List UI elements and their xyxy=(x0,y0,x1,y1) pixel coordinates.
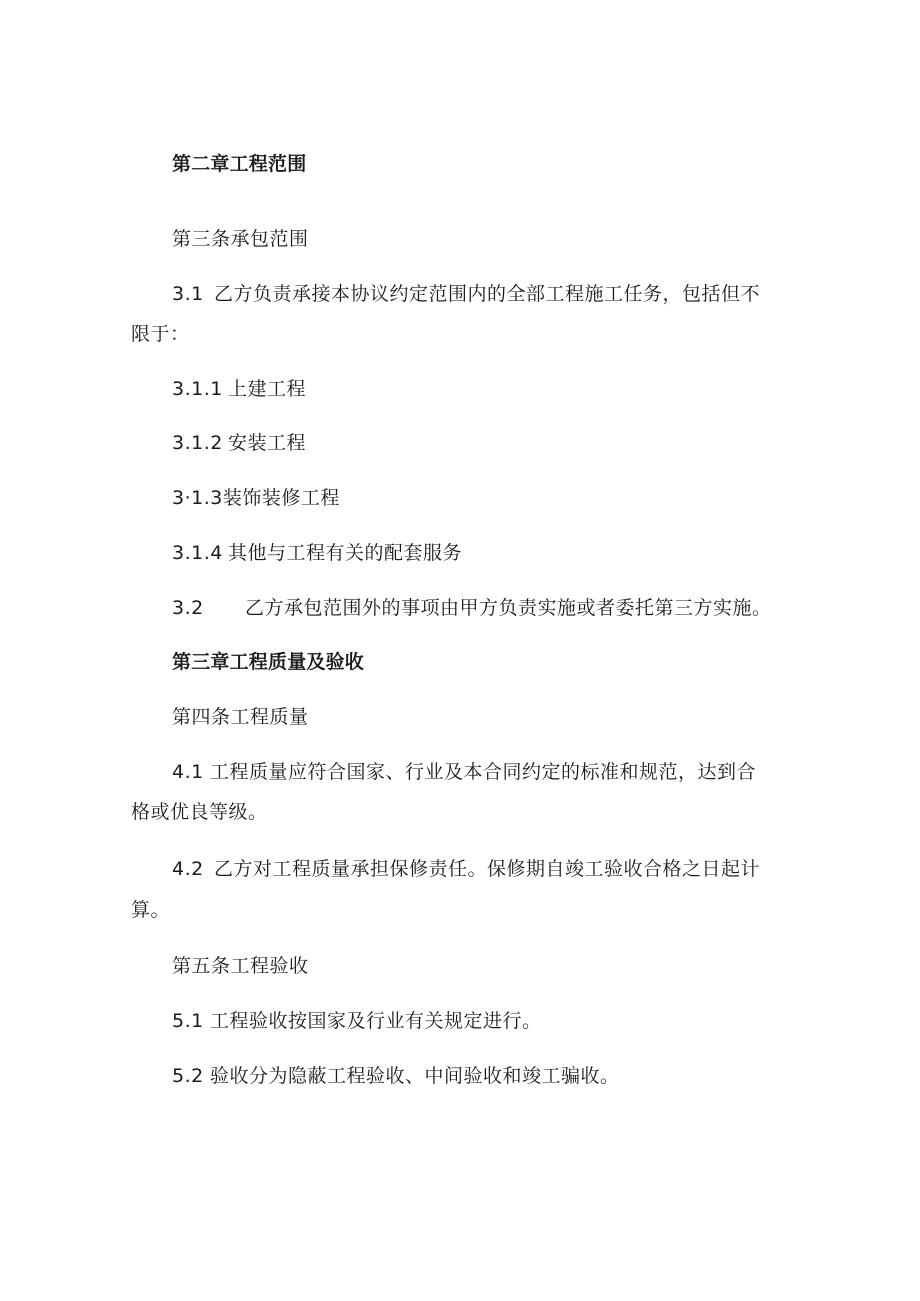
clause-3-1-3: 3·1.3装饰装修工程 xyxy=(172,487,340,509)
clause-number: 3.1.2 xyxy=(172,432,223,454)
clause-4-2 xyxy=(172,857,760,881)
clause-4-1 xyxy=(172,760,756,784)
clause-number: 4.2 xyxy=(172,858,204,880)
clause-3-1-4 xyxy=(172,541,462,565)
clause-4-2-continuation: 算。 xyxy=(131,899,171,921)
clause-3-1-1 xyxy=(172,377,306,401)
article-5-heading: 第五条工程验收 xyxy=(172,955,309,977)
clause-5-1 xyxy=(172,1009,542,1033)
clause-4-1-continuation: 格或优良等级。 xyxy=(131,801,268,823)
clause-text: 其他与工程有关的配套服务 xyxy=(228,542,463,564)
clause-text: 工程质量应符合国家、行业及本合同约定的标准和规范，达到合 xyxy=(210,761,757,783)
clause-text: 验收分为隐蔽工程验收、中间验收和竣工骗收。 xyxy=(210,1065,620,1087)
clause-text: 乙方负责承接本协议约定范围内的全部工程施工任务，包括但不 xyxy=(214,283,761,305)
clause-5-2 xyxy=(172,1064,620,1088)
clause-3-1-continuation: 限于： xyxy=(131,323,190,345)
clause-3-1 xyxy=(172,282,760,306)
clause-text: 工程验收按国家及行业有关规定进行。 xyxy=(210,1010,542,1032)
article-3-heading: 第三条承包范围 xyxy=(172,228,309,250)
clause-number: 3.1.4 xyxy=(172,542,223,564)
article-4-heading: 第四条工程质量 xyxy=(172,706,309,728)
clause-text: 乙方对工程质量承担保修责任。保修期自竣工验收合格之日起计 xyxy=(214,858,761,880)
clause-text: 乙方承包范围外的事项由甲方负责实施或者委托第三方实施。 xyxy=(245,597,772,619)
clause-number: 4.1 xyxy=(172,761,204,783)
clause-number: 3.2 xyxy=(172,597,204,619)
clause-3-2 xyxy=(172,596,772,620)
clause-number: 5.1 xyxy=(172,1010,204,1032)
clause-number: 3.1.1 xyxy=(172,378,223,400)
clause-number: 3.1 xyxy=(172,283,204,305)
clause-number: 5.2 xyxy=(172,1065,204,1087)
chapter-2-heading: 第二章工程范围 xyxy=(172,153,307,175)
clause-text: 上建工程 xyxy=(228,378,307,400)
clause-3-1-2 xyxy=(172,431,306,455)
chapter-3-heading: 第三章工程质量及验收 xyxy=(172,651,365,673)
clause-text: 安装工程 xyxy=(228,432,307,454)
